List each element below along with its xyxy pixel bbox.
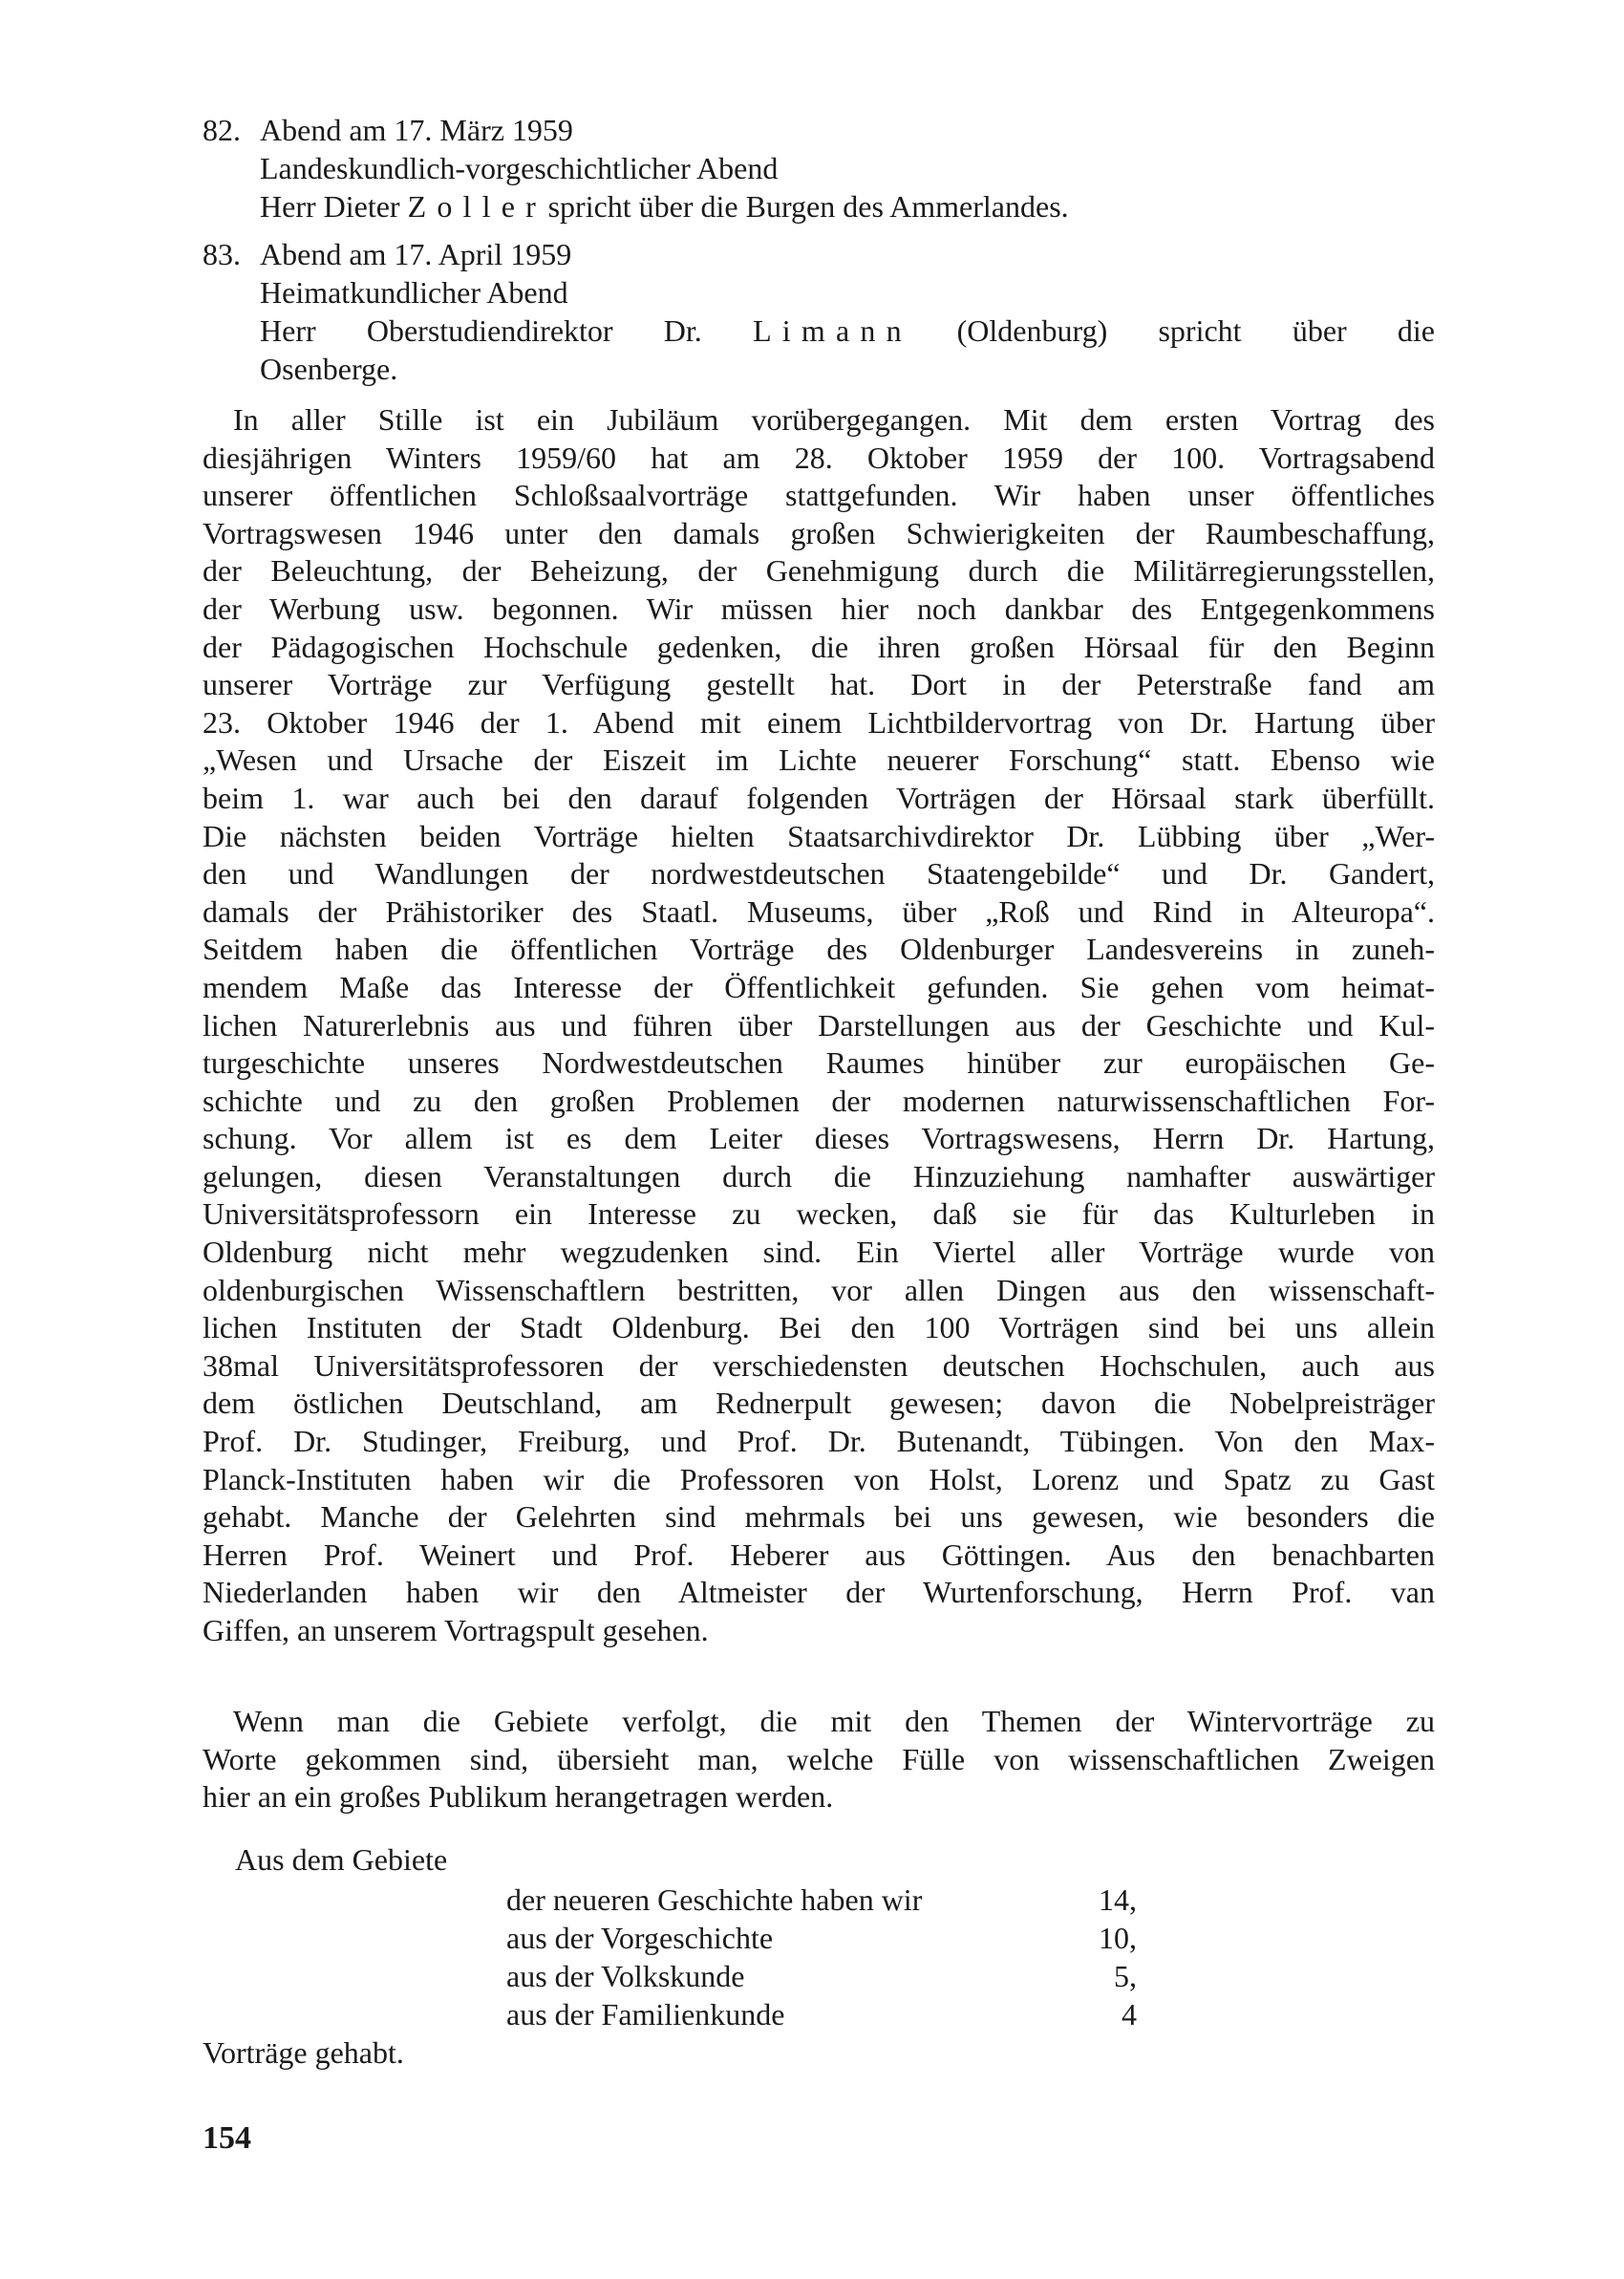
topic-count: 4	[1122, 1997, 1137, 2032]
entry-type: Landeskundlich-vorgeschichtlicher Abend	[260, 151, 779, 185]
topic-count: 5,	[1114, 1959, 1137, 1993]
page-number: 154	[203, 2120, 251, 2156]
paragraph-line: Wenn man die Gebiete verfolgt, die mit den Themen der Wintervorträge zu	[233, 1704, 1435, 1738]
paragraph-line: Vortragswesen 1946 unter den damals großen Schwierigkeiten der Raumbeschaffung,	[203, 515, 1435, 550]
entry-speaker-line	[260, 187, 1435, 226]
paragraph-line: unserer öffentlichen Schloßsaalvorträge stattgefunden. Wir haben unser öffentliches	[203, 478, 1435, 513]
paragraph-line: Universitätsprofessorn ein Interesse zu wecken, daß sie für das Kulturleben in	[203, 1196, 1435, 1232]
paragraph-line: der Werbung usw. begonnen. Wir müssen hier noch dankbar des Entgegenkommens	[203, 591, 1435, 626]
paragraph-line: lichen Instituten der Stadt Oldenburg. Bei den 100 Vorträgen sind bei uns allein	[203, 1310, 1435, 1345]
paragraph-line: 23. Oktober 1946 der 1. Abend mit einem Lichtbildervortrag von Dr. Hartung über	[203, 704, 1435, 740]
paragraph-line: den und Wandlungen der nordwestdeutschen Staatengebilde“ und Dr. Gandert,	[203, 856, 1435, 892]
paragraph-topics	[203, 1703, 1435, 1817]
entry-topic-continuation: Osenberge.	[260, 352, 398, 386]
topic-label: aus der Volkskunde	[506, 1959, 745, 1993]
topic-count: 10,	[1099, 1921, 1137, 1955]
entry-date: Abend am 17. April 1959	[260, 237, 572, 271]
paragraph-line: „Wesen und Ursache der Eiszeit im Lichte neuerer Forschung“ statt. Ebenso wie	[203, 742, 1435, 778]
speaker-topic: spricht über die Burgen des Ammerlandes.	[540, 189, 1069, 224]
topic-label: aus der Vorgeschichte	[506, 1921, 774, 1955]
paragraph-line: Niederlanden haben wir den Altmeister der Wurtenforschung, Herrn Prof. van	[203, 1575, 1435, 1610]
speaker-prefix: Herr Dieter	[260, 189, 408, 224]
table-row	[506, 1881, 1137, 1919]
paragraph-line: Worte gekommen sind, übersieht man, welche Fülle von wissenschaftlichen Zweigen	[203, 1741, 1435, 1776]
paragraph-line: Oldenburg nicht mehr wegzudenken sind. Ein Viertel aller Vorträge wurde von	[203, 1235, 1435, 1270]
topics-table	[506, 1881, 1137, 2033]
table-row	[506, 1919, 1137, 1957]
topic-label: der neueren Geschichte haben wir	[506, 1882, 923, 1917]
paragraph-jubilee	[203, 401, 1435, 1650]
paragraph-line: hier an ein großes Publikum herangetragen werden.	[203, 1779, 834, 1815]
paragraph-line: beim 1. war auch bei den darauf folgenden Vorträgen der Hörsaal stark überfüllt.	[203, 780, 1435, 815]
speaker-name: Zoller	[407, 189, 546, 224]
lecture-entry-83	[203, 235, 1435, 388]
paragraph-line: der Pädagogischen Hochschule gedenken, die ihren großen Hörsaal für den Beginn	[203, 629, 1435, 664]
paragraph-line: diesjährigen Winters 1959/60 hat am 28. Oktober 1959 der 100. Vortragsabend	[203, 440, 1435, 475]
paragraph-line: Prof. Dr. Studinger, Freiburg, und Prof. Dr. Butenandt, Tübingen. Von den Max-	[203, 1424, 1435, 1459]
paragraph-line: unserer Vorträge zur Verfügung gestellt hat. Dort in der Peterstraße fand am	[203, 667, 1435, 702]
paragraph-line: Herren Prof. Weinert und Prof. Heberer aus Göttingen. Aus den benachbarten	[203, 1537, 1435, 1572]
paragraph-line: Giffen, an unserem Vortragspult gesehen.	[203, 1613, 709, 1647]
topic-count: 14,	[1099, 1882, 1137, 1917]
paragraph-line: In aller Stille ist ein Jubiläum vorübergegangen. Mit dem ersten Vortrag des	[233, 402, 1435, 437]
paragraph-line: Planck-Instituten haben wir die Professoren von Holst, Lorenz und Spatz zu Gast	[203, 1461, 1435, 1496]
paragraph-line: Seitdem haben die öffentlichen Vorträge des Oldenburger Landesvereins in zuneh-	[203, 932, 1435, 967]
paragraph-line: mendem Maße das Interesse der Öffentlichkeit gefunden. Sie gehen vom heimat-	[203, 969, 1435, 1004]
entry-date: Abend am 17. März 1959	[260, 113, 573, 147]
paragraph-line: damals der Prähistoriker des Staatl. Museums, über „Roß und Rind in Alteuropa“.	[203, 893, 1435, 929]
speaker-prefix: Herr Oberstudiendirektor Dr.	[260, 313, 754, 348]
topic-label: aus der Familienkunde	[506, 1997, 785, 2032]
speaker-name: Limann	[753, 313, 912, 348]
paragraph-line: turgeschichte unseres Nordwestdeutschen Raumes hinüber zur europäischen Ge-	[203, 1045, 1435, 1081]
paragraph-line: 38mal Universitätsprofessoren der verschiedensten deutschen Hochschulen, auch aus	[203, 1347, 1435, 1383]
paragraph-line: gehabt. Manche der Gelehrten sind mehrmals bei uns gewesen, wie besonders die	[203, 1499, 1435, 1535]
paragraph-line: dem östlichen Deutschland, am Rednerpult gewesen; davon die Nobelpreisträger	[203, 1386, 1435, 1421]
table-row	[506, 1957, 1137, 1995]
paragraph-line: schichte und zu den großen Problemen der modernen naturwissenschaftlichen For-	[203, 1083, 1435, 1118]
paragraph-line: Die nächsten beiden Vorträge hielten Staatsarchivdirektor Dr. Lübbing über „Wer-	[203, 818, 1435, 853]
paragraph-line: oldenburgischen Wissenschaftlern bestritten, vor allen Dingen aus den wissenschaft-	[203, 1272, 1435, 1307]
paragraph-line: schung. Vor allem ist es dem Leiter dieses Vortragswesens, Herrn Dr. Hartung,	[203, 1121, 1435, 1156]
entry-type: Heimatkundlicher Abend	[260, 275, 568, 310]
paragraph-line: der Beleuchtung, der Beheizung, der Genehmigung durch die Militärregierungsstellen,	[203, 553, 1435, 589]
paragraph-line: gelungen, diesen Veranstaltungen durch die Hinzuziehung namhafter auswärtiger	[203, 1158, 1435, 1193]
closing-text: Vorträge gehabt.	[203, 2035, 404, 2070]
entry-speaker-line	[260, 312, 1435, 350]
list-intro: Aus dem Gebiete	[235, 1842, 448, 1877]
speaker-topic: (Oldenburg) spricht über die	[906, 313, 1436, 348]
table-row	[506, 1995, 1137, 2033]
entry-number: 83.	[203, 237, 241, 271]
paragraph-line: lichen Naturerlebnis aus und führen über Darstellungen aus der Geschichte und Kul-	[203, 1007, 1435, 1043]
entry-number: 82.	[203, 113, 241, 147]
lecture-entry-82	[203, 111, 1435, 226]
